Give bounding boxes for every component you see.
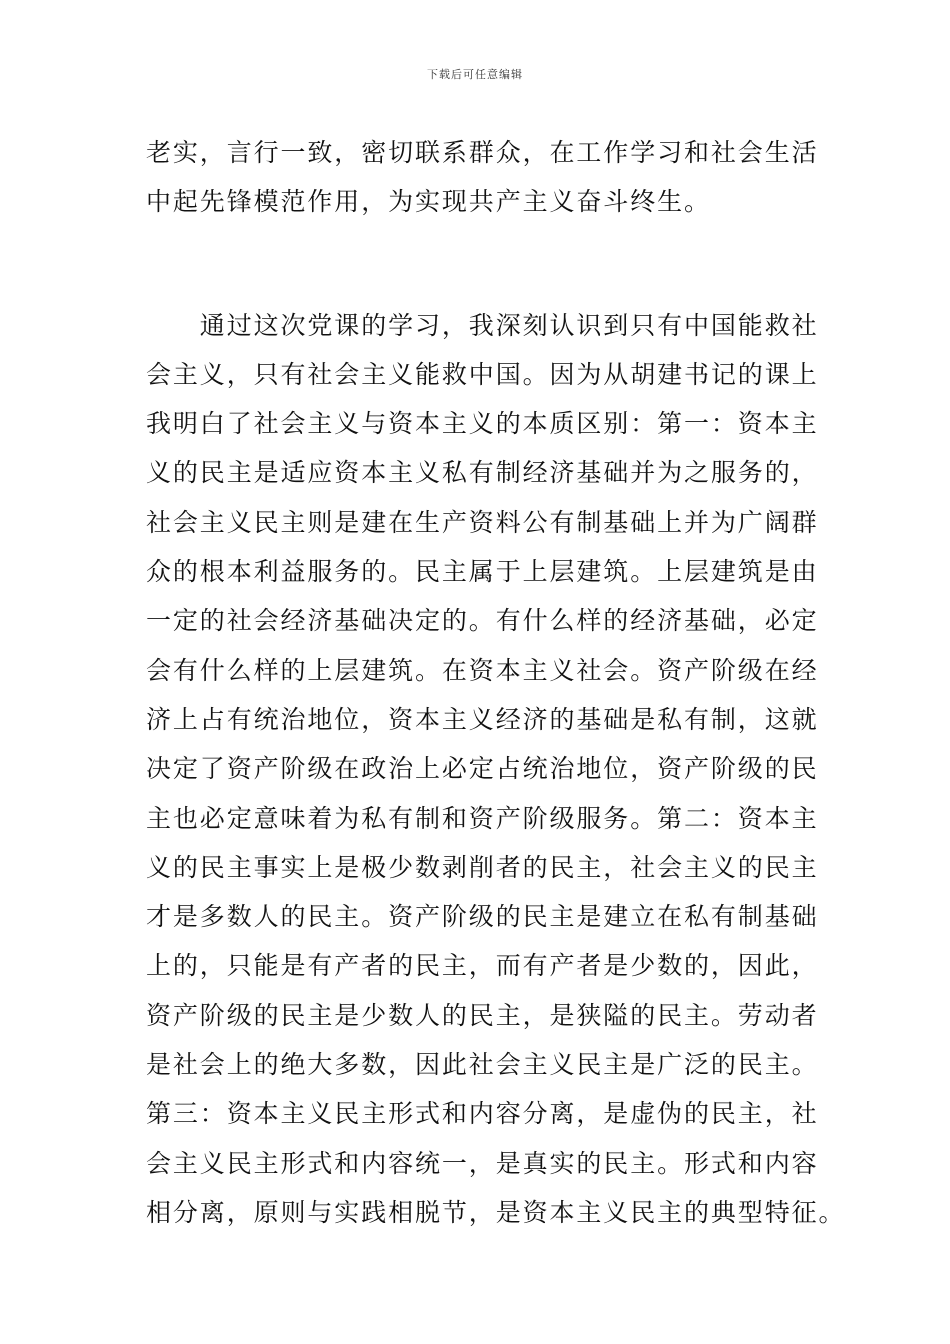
text-line: 会主义民主形式和内容统一，是真实的民主。形式和内容 (146, 1148, 819, 1178)
text-line: 相分离，原则与实践相脱节，是资本主义民主的典型特征。 (146, 1197, 846, 1227)
text-line: 我明白了社会主义与资本主义的本质区别：第一：资本主 (146, 409, 819, 439)
text-line: 老实，言行一致，密切联系群众，在工作学习和社会生活 (146, 138, 819, 167)
text-line: 通过这次党课的学习，我深刻认识到只有中国能救社 (146, 310, 819, 340)
page-header: 下载后可任意编辑 (427, 68, 523, 81)
text-line: 社会主义民主则是建在生产资料公有制基础上并为广阔群 (146, 507, 819, 537)
paragraph (146, 301, 846, 1238)
text-line: 决定了资产阶级在政治上必定占统治地位，资产阶级的民 (146, 754, 819, 784)
text-line: 会主义，只有社会主义能救中国。因为从胡建书记的课上 (146, 359, 819, 389)
text-line: 义的民主事实上是极少数剥削者的民主，社会主义的民主 (146, 852, 819, 882)
text-line: 上的，只能是有产者的民主，而有产者是少数的，因此， (146, 951, 819, 981)
text-line: 中起先锋模范作用，为实现共产主义奋斗终生。 (146, 187, 711, 217)
text-line: 众的根本利益服务的。民主属于上层建筑。上层建筑是由 (146, 557, 819, 587)
paragraph-spacer (146, 227, 811, 301)
text-line: 才是多数人的民主。资产阶级的民主是建立在私有制基础 (146, 902, 819, 932)
text-line: 济上占有统治地位，资本主义经济的基础是私有制，这就 (146, 704, 819, 734)
text-line: 会有什么样的上层建筑。在资本主义社会。资产阶级在经 (146, 655, 819, 685)
document-body (146, 128, 846, 1237)
paragraph (146, 128, 819, 227)
text-line: 资产阶级的民主是少数人的民主，是狭隘的民主。劳动者 (146, 1000, 819, 1030)
text-line: 第三：资本主义民主形式和内容分离，是虚伪的民主，社 (146, 1099, 819, 1129)
text-line: 是社会上的绝大多数，因此社会主义民主是广泛的民主。 (146, 1050, 819, 1080)
text-line: 主也必定意味着为私有制和资产阶级服务。第二：资本主 (146, 803, 819, 833)
text-line: 一定的社会经济基础决定的。有什么样的经济基础，必定 (146, 606, 819, 636)
text-line: 义的民主是适应资本主义私有制经济基础并为之服务的， (146, 458, 819, 488)
